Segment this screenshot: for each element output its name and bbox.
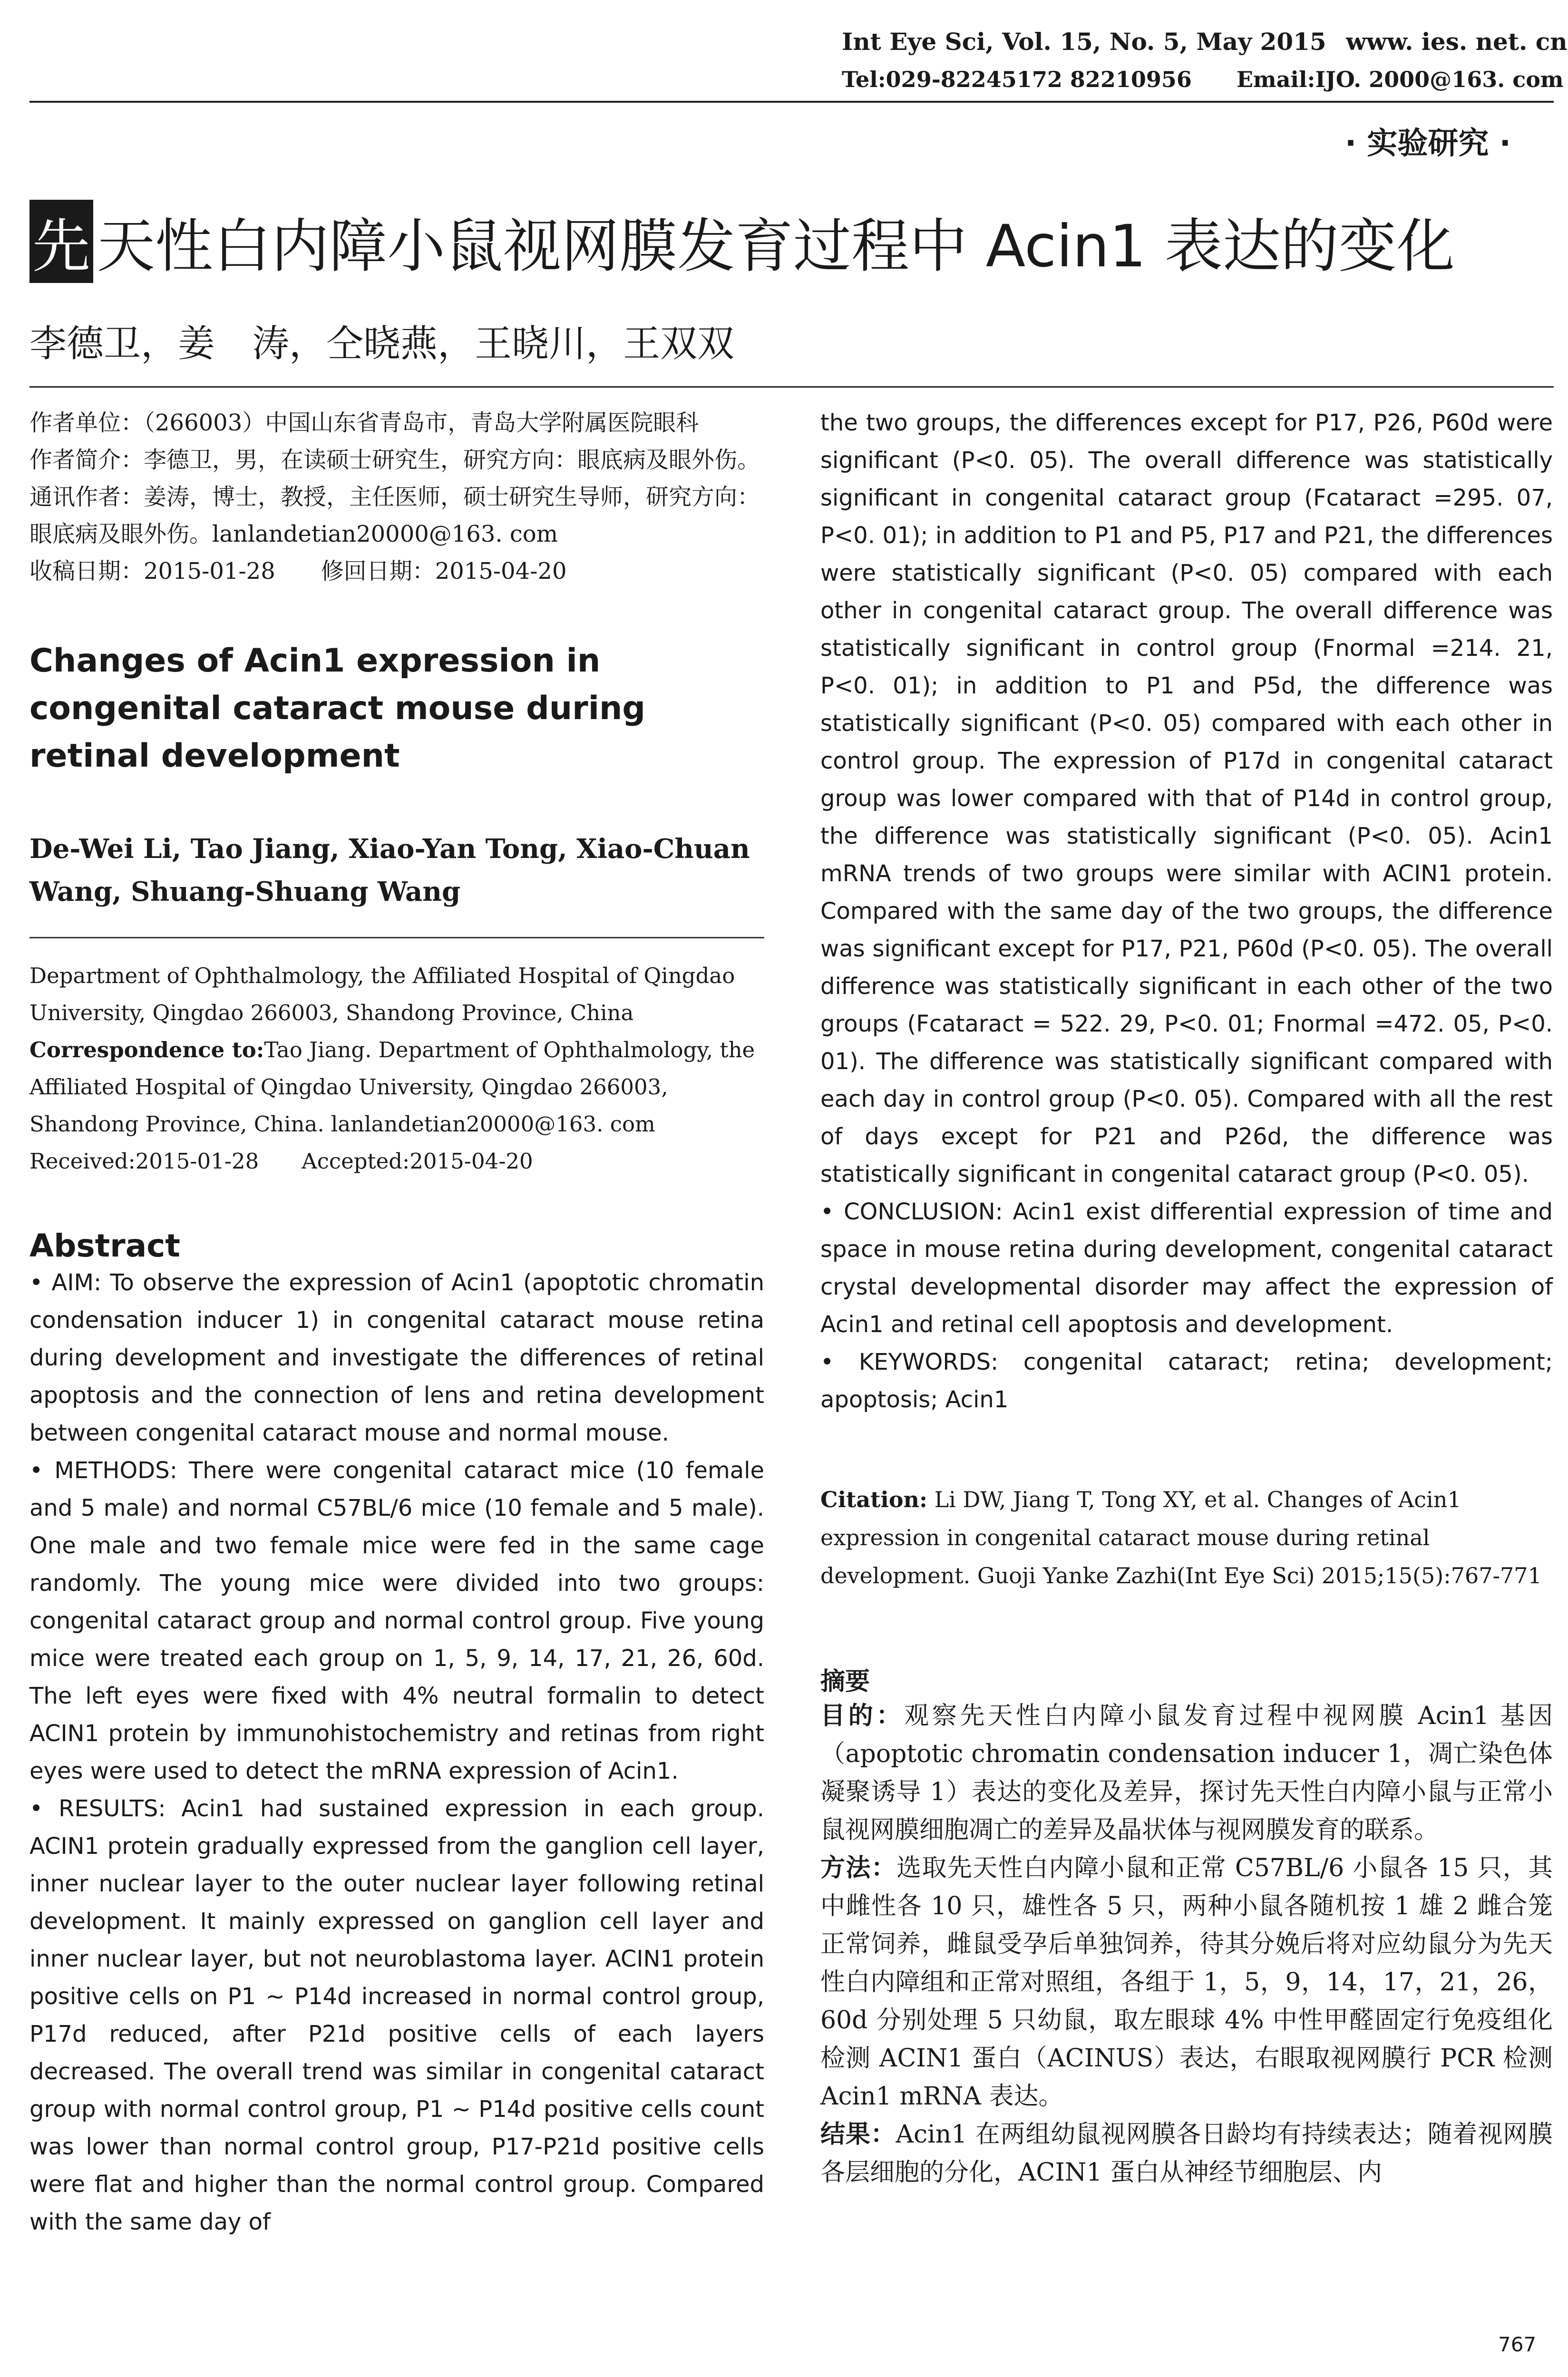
correspondence <box>29 1032 764 1143</box>
citation-label: Citation: <box>820 1487 927 1512</box>
authors-cn: 李德卫，姜 涛，仝晓燕，王晓川，王双双 <box>29 322 735 365</box>
abstract-results-cont: the two groups, the differences except for P17, P26, P60d were significant (P<0. 05). The overall difference was statistically significant in congenital cataract group (Fcataract =295. 07, P<0. 01); in addition to P1 and P5, P17 and P21, the differences were statistically significant (P<0. 05) compared with each other in congenital cataract group. The overall difference was statistically significant in control group (Fnormal =214. 21, P<0. 01); in addition to P1 and P5d, the difference was statistically significant (P<0. 05) compared with each other in control group. The expression of P17d in congenital cataract group was lower compared with that of P14d in control group, the difference was statistically significant (P<0. 05). Acin1 mRNA trends of two groups were similar with ACIN1 protein. Compared with the same day of the two groups, the difference was significant except for P17, P21, P60d (P<0. 05). The overall difference was statistically significant in each other of the two groups (Fcataract = 522. 29, P<0. 01; Fnormal =472. 05, P<0. 01). The difference was statistically significant compared with each day in control group (P<0. 05). Compared with all the rest of days except for P21 and P26d, the difference was statistically significant in congenital cataract group (P<0. 05). <box>820 409 1553 1188</box>
article-title-en: Changes of Acin1 expression in congenital cataract mouse during retinal development <box>29 642 646 775</box>
cn-methods-text: 选取先天性白内障小鼠和正常 C57BL/6 小鼠各 15 只，其中雌性各 10 只，雄性各 5 只，两种小鼠各随机按 1 雄 2 雌合笼正常饲养，雌鼠受孕后单独饲养，待其分娩后将对应幼鼠分为先天性白内障组和正常对照组，各组于 1，5，9，14，17，21，26，60d 分别处理 5 只幼鼠，取左眼球 4% 中性甲醛固定行免疫组化检测 ACIN1 蛋白（ACINUS）表达，右眼取视网膜行 PCR 检测 Acin1 mRNA 表达。 <box>820 1854 1553 2111</box>
affiliation-en <box>29 957 764 1180</box>
cn-aim-text: 观察先天性白内障小鼠发育过程中视网膜 Acin1 基因（apoptotic chromatin condensation inducer 1，凋亡染色体凝聚诱导 1）表达的变化及差异，探讨先天性白内障小鼠与正常小鼠视网膜细胞凋亡的差异及晶状体与视网膜发育的联系。 <box>820 1702 1553 1844</box>
cn-results <box>820 2115 1553 2192</box>
abstract-conclusion: • CONCLUSION: Acin1 exist differential expression of time and space in mouse retina during development, congenital cataract crystal developmental disorder may affect the expression of Acin1 and retinal cell apoptosis and development. <box>820 1198 1553 1338</box>
author-unit: 作者单位：（266003）中国山东省青岛市，青岛大学附属医院眼科 <box>29 409 699 436</box>
right-column <box>820 404 1553 2192</box>
title-first-char: 先 <box>29 200 93 283</box>
received-accepted: Received:2015-01-28 Accepted:2015-04-20 <box>29 1149 533 1174</box>
correspondence-text: Tao Jiang. Department of Ophthalmology, the Affiliated Hospital of Qingdao University, Qingdao 266003, Shandong Province, China. lanlandetian20000@163. com <box>29 1037 755 1137</box>
journal-email[interactable]: Email:IJO. 2000@163. com <box>1237 67 1564 92</box>
affiliation-rule <box>29 937 764 938</box>
cn-results-label: 结果： <box>820 2120 896 2149</box>
authors-en: De-Wei Li, Tao Jiang, Xiao-Yan Tong, Xiao-Chuan Wang, Shuang-Shuang Wang <box>29 833 750 907</box>
cn-methods <box>820 1849 1553 2115</box>
section-label: · 实验研究 · <box>1344 126 1511 161</box>
corresponding-author: 通讯作者：姜涛，博士，教授，主任医师，硕士研究生导师，研究方向：眼底病及眼外伤。lanlandetian20000@163. com <box>29 484 760 547</box>
cn-methods-label: 方法： <box>820 1854 897 1882</box>
page-number: 767 <box>1498 2333 1537 2356</box>
article-title-cn <box>29 200 1455 283</box>
citation-text: Li DW, Jiang T, Tong XY, et al. Changes of Acin1 expression in congenital cataract mouse during retinal development. Guoji Yanke Zazhi(Int Eye Sci) 2015;15(5):767-771 <box>820 1487 1542 1588</box>
abstract-methods: • METHODS: There were congenital cataract mice (10 female and 5 male) and normal C57BL/6 mice (10 female and 5 male). One male and two female mice were fed in the same cage randomly. The young mice were divided into two groups: congenital cataract group and normal control group. Five young mice were treated each group on 1, 5, 9, 14, 17, 21, 26, 60d. The left eyes were fixed with 4% neutral formalin to detect ACIN1 protein by immunohistochemistry and retinas from right eyes were used to detect the mRNA expression of Acin1. <box>29 1457 764 1784</box>
journal-citation: Int Eye Sci, Vol. 15, No. 5, May 2015 <box>842 28 1326 56</box>
author-bio: 作者简介：李德卫，男，在读硕士研究生，研究方向：眼底病及眼外伤。 <box>29 447 760 473</box>
received-dates: 收稿日期：2015-01-28 修回日期：2015-04-20 <box>29 558 567 585</box>
department: Department of Ophthalmology, the Affiliated Hospital of Qingdao University, Qingdao 266003, Shandong Province, China <box>29 963 735 1025</box>
cn-aim-label: 目的： <box>820 1702 905 1730</box>
left-column <box>29 404 764 2241</box>
header-rule <box>29 101 1554 103</box>
title-rule <box>29 386 1554 388</box>
correspondence-label: Correspondence to: <box>29 1037 264 1062</box>
journal-tel: Tel:029-82245172 82210956 <box>842 67 1192 92</box>
abstract-results: • RESULTS: Acin1 had sustained expression in each group. ACIN1 protein gradually expressed from the ganglion cell layer, inner nuclear layer to the outer nuclear layer following retinal development. It mainly expressed on ganglion cell layer and inner nuclear layer, but not neuroblastoma layer. ACIN1 protein positive cells on P1 ~ P14d increased in normal control group, P17d reduced, after P21d positive cells of each layers decreased. The overall trend was similar in congenital cataract group with normal control group, P1 ~ P14d positive cells count was lower than normal control group, P17-P21d positive cells were flat and higher than the normal control group. Compared with the same day of <box>29 1795 764 2235</box>
journal-website[interactable]: www. ies. net. cn <box>1346 28 1568 56</box>
abstract-heading-cn: 摘要 <box>820 1667 870 1696</box>
abstract-aim: • AIM: To observe the expression of Acin1 (apoptotic chromatin condensation inducer 1) in congenital cataract mouse retina during development and investigate the differences of retinal apoptosis and the connection of lens and retina development between congenital cataract mouse and normal mouse. <box>29 1269 764 1446</box>
abstract-heading: Abstract <box>29 1227 180 1264</box>
title-rest: 天性白内障小鼠视网膜发育过程中 Acin1 表达的变化 <box>97 213 1455 280</box>
citation <box>820 1481 1553 1595</box>
author-info-cn <box>29 404 764 590</box>
abstract-keywords: • KEYWORDS: congenital cataract; retina; development; apoptosis; Acin1 <box>820 1349 1553 1413</box>
cn-results-text: Acin1 在两组幼鼠视网膜各日龄均有持续表达；随着视网膜各层细胞的分化，ACIN1 蛋白从神经节细胞层、内 <box>820 2120 1553 2187</box>
cn-aim <box>820 1697 1553 1849</box>
